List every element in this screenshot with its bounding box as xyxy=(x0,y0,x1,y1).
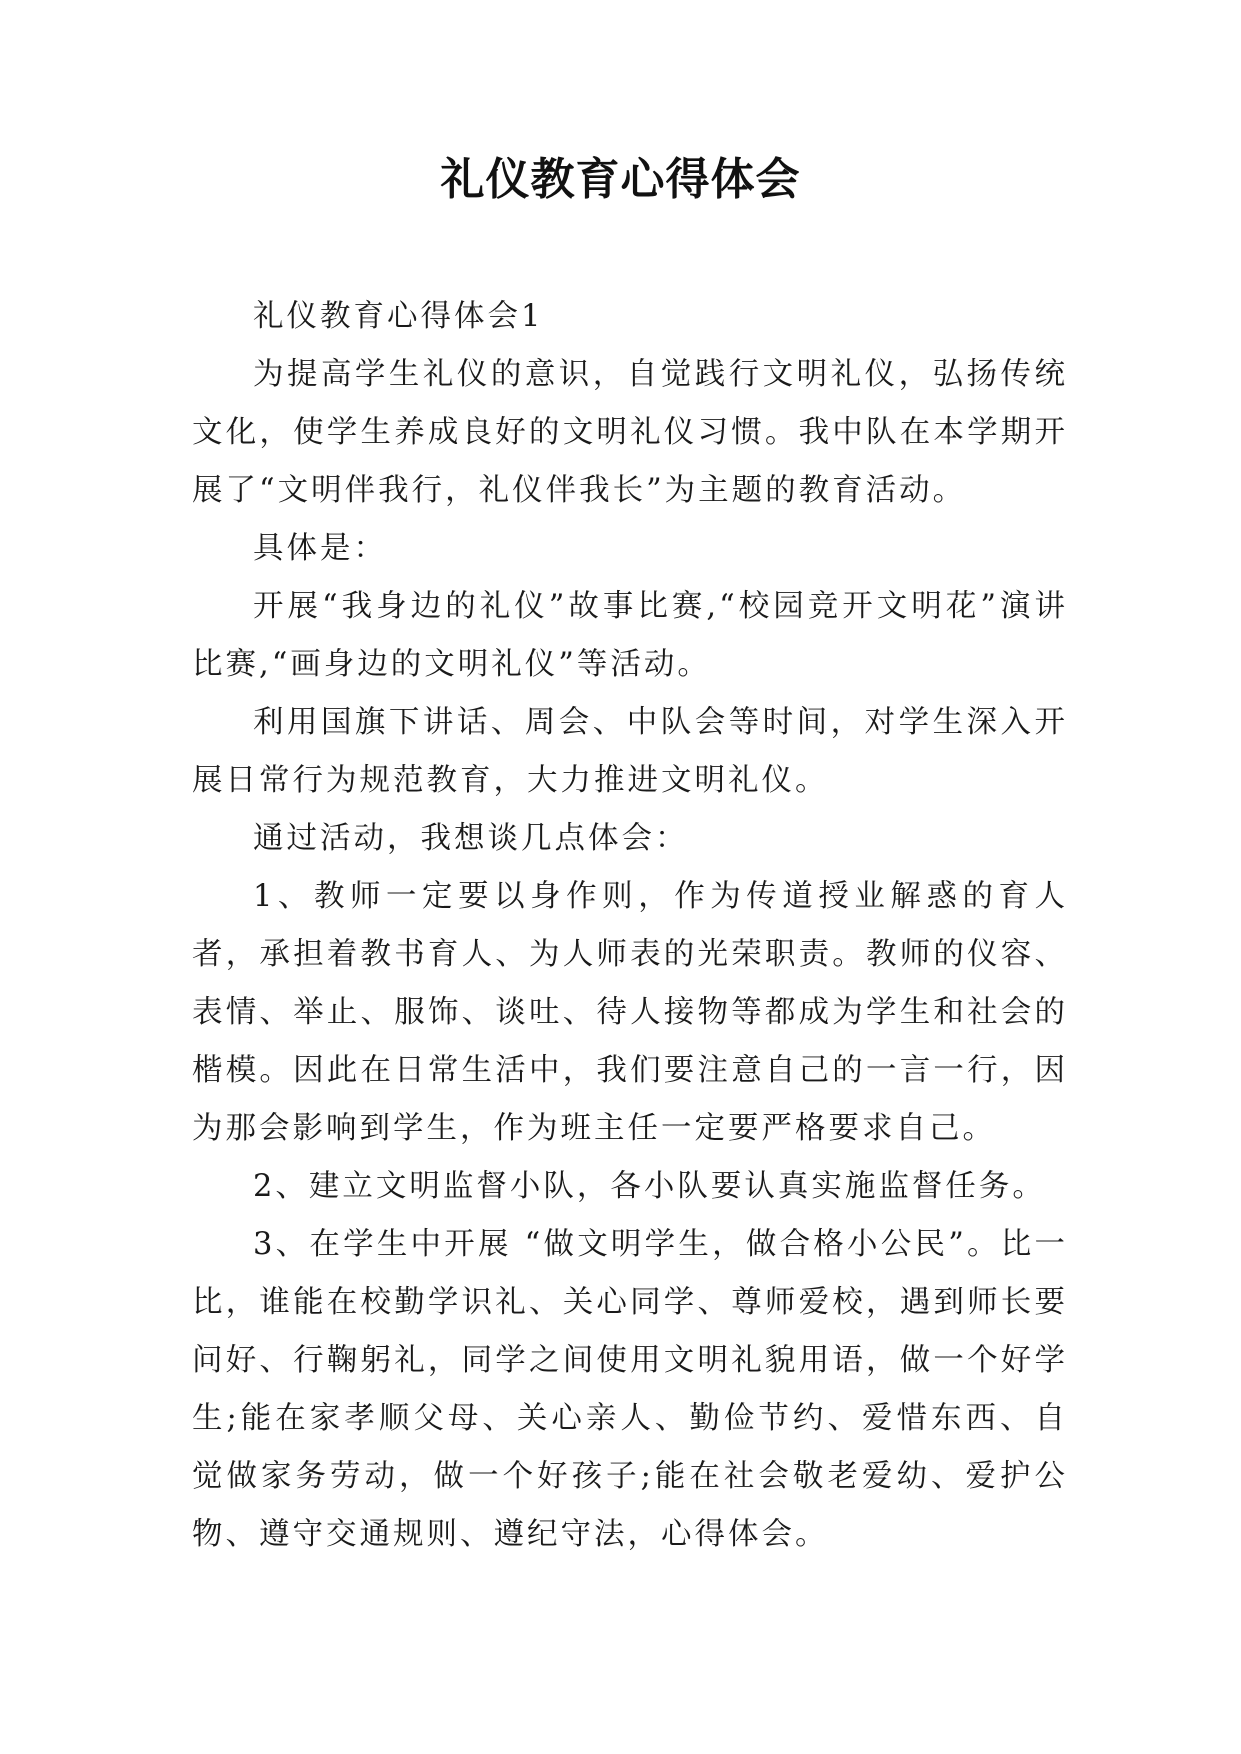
paragraph-point-2: 2、建立文明监督小队，各小队要认真实施监督任务。 xyxy=(253,1169,1046,1204)
paragraph-reflection-intro: 通过活动，我想谈几点体会： xyxy=(253,821,689,856)
paragraph-specifics-label: 具体是： xyxy=(253,531,387,566)
paragraph-intro: 为提高学生礼仪的意识，自觉践行文明礼仪，弘扬传统文化，使学生养成良好的文明礼仪习惯。我中队在本学期开展了“文明伴我行，礼仪伴我长”为主题的教育活动。 xyxy=(192,357,1068,508)
paragraph-point-3: 3、在学生中开展 “做文明学生，做合格小公民”。比一比，谁能在校勤学识礼、关心同学、尊师爱校，遇到师长要问好、行鞠躬礼，同学之间使用文明礼貌用语，做一个好学生;能在家孝顺父母、关心亲人、勤俭节约、爱惜东西、自觉做家务劳动，做一个好孩子;能在社会敬老爱幼、爱护公物、遵守交通规则、遵纪守法，心得体会。 xyxy=(192,1227,1068,1552)
section-heading: 礼仪教育心得体会1 xyxy=(253,299,544,334)
paragraph-point-1: 1、教师一定要以身作则，作为传道授业解惑的育人者，承担着教书育人、为人师表的光荣职责。教师的仪容、表情、举止、服饰、谈吐、待人接物等都成为学生和社会的楷模。因此在日常生活中，我们要注意自己的一言一行，因为那会影响到学生，作为班主任一定要严格要求自己。 xyxy=(192,879,1068,1146)
paragraph-activities: 开展“我身边的礼仪”故事比赛,“校园竞开文明花”演讲比赛,“画身边的文明礼仪”等活动。 xyxy=(192,589,1068,682)
document-title: 礼仪教育心得体会 xyxy=(440,154,801,205)
paragraph-education: 利用国旗下讲话、周会、中队会等时间，对学生深入开展日常行为规范教育，大力推进文明礼仪。 xyxy=(192,705,1068,798)
document-body xyxy=(192,288,1068,1564)
